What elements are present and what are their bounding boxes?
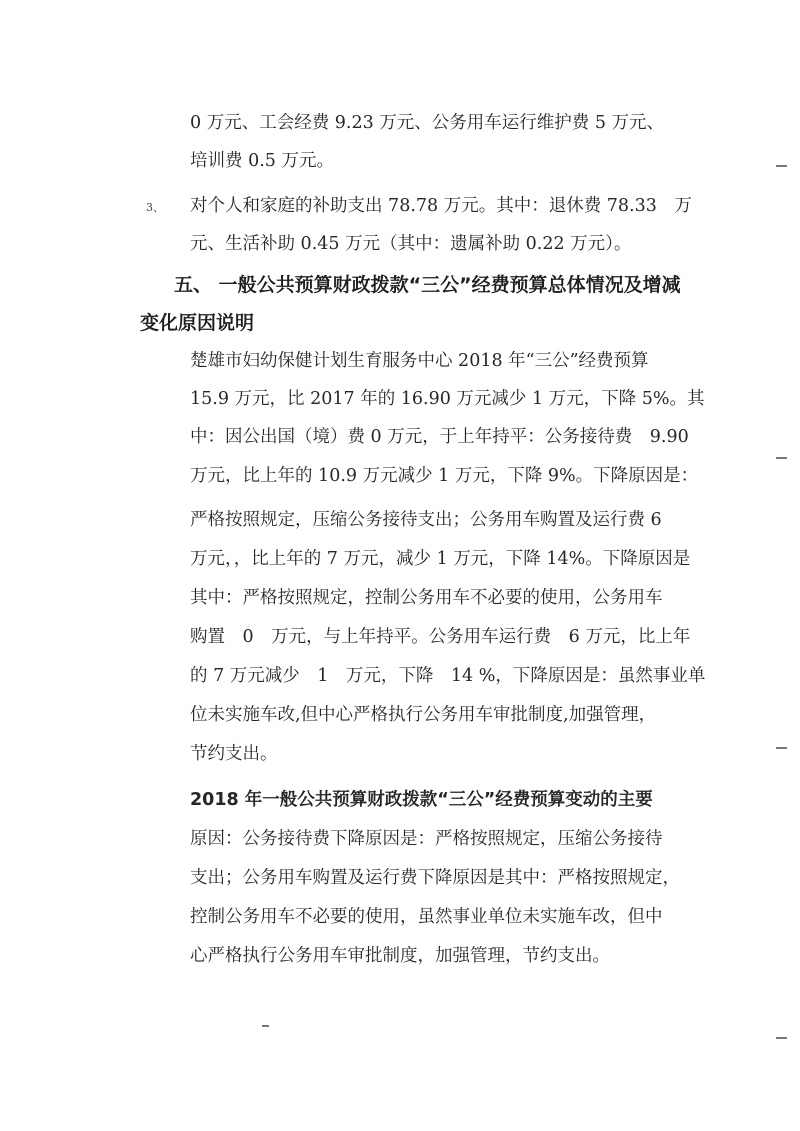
scan-mark bbox=[262, 1025, 269, 1027]
text-line: 万元，比上年的 10.9 万元减少 1 万元，下降 9%。下降原因是： bbox=[190, 466, 699, 486]
text-line: 的 7 万元减少 1 万元，下降 14 %，下降原因是：虽然事业单 bbox=[190, 666, 706, 686]
text-line: 0 万元、工会经费 9.23 万元、公务用车运行维护费 5 万元、 bbox=[190, 113, 665, 133]
text-line: 楚雄市妇幼保健计划生育服务中心 2018 年“三公”经费预算 bbox=[190, 351, 649, 371]
list-number: 3、 bbox=[146, 201, 164, 214]
section-heading-continued: 变化原因说明 bbox=[140, 312, 255, 334]
scan-mark bbox=[776, 1037, 787, 1039]
scan-mark bbox=[776, 165, 787, 167]
summary-heading: 2018 年一般公共预算财政拨款“三公”经费预算变动的主要 bbox=[190, 790, 653, 810]
scan-mark bbox=[776, 747, 787, 749]
text-line: 元、生活补助 0.45 万元（其中：遗属补助 0.22 万元）。 bbox=[190, 234, 632, 254]
text-line: 原因：公务接待费下降原因是：严格按照规定，压缩公务接待 bbox=[190, 829, 663, 849]
text-line: 购置 0 万元，与上年持平。公务用车运行费 6 万元，比上年 bbox=[190, 627, 691, 647]
scan-mark bbox=[776, 457, 787, 459]
text-line: 万元，，比上年的 7 万元，减少 1 万元，下降 14%。下降原因是 bbox=[190, 549, 691, 569]
text-line: 中：因公出国（境）费 0 万元，于上年持平：公务接待费 9.90 bbox=[190, 427, 689, 447]
text-line: 对个人和家庭的补助支出 78.78 万元。其中：退休费 78.33 万 bbox=[190, 196, 692, 216]
text-line: 节约支出。 bbox=[190, 744, 278, 764]
section-heading: 五、 一般公共预算财政拨款“三公”经费预算总体情况及增减 bbox=[174, 274, 681, 296]
text-line: 位未实施车改,但中心严格执行公务用车审批制度,加强管理， bbox=[190, 705, 657, 725]
text-line: 控制公务用车不必要的使用，虽然事业单位未实施车改，但中 bbox=[190, 907, 663, 927]
text-line: 培训费 0.5 万元。 bbox=[190, 151, 334, 171]
text-line: 支出；公务用车购置及运行费下降原因是其中：严格按照规定， bbox=[190, 868, 680, 888]
text-line: 其中：严格按照规定，控制公务用车不必要的使用，公务用车 bbox=[190, 588, 663, 608]
text-line: 心严格执行公务用车审批制度，加强管理，节约支出。 bbox=[190, 946, 610, 966]
text-line: 15.9 万元，比 2017 年的 16.90 万元减少 1 万元，下降 5%。其 bbox=[190, 389, 705, 409]
text-line: 严格按照规定，压缩公务接待支出；公务用车购置及运行费 6 bbox=[190, 510, 662, 530]
